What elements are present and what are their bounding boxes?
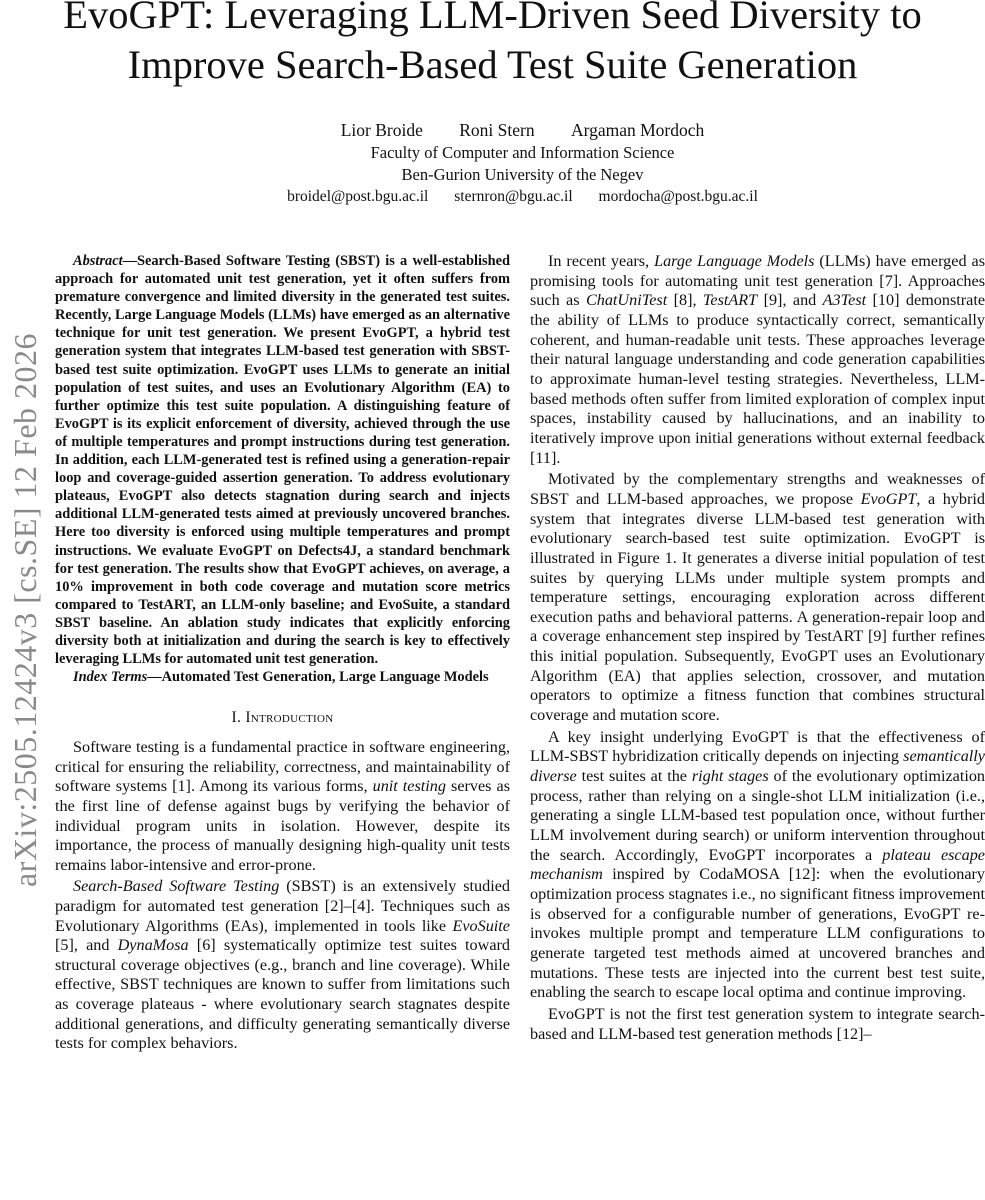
intro-paragraph-4	[530, 470, 985, 726]
emphasis: A3Test	[822, 291, 867, 310]
text-run: [9], and	[757, 291, 823, 310]
author-name: Argaman Mordoch	[570, 120, 705, 140]
emphasis: ChatUniTest	[585, 291, 668, 310]
text-run: EvoGPT is not the first test generation system to integrate search-based and LLM-based test generation methods [12]–	[530, 1004, 985, 1043]
right-column	[530, 252, 985, 1044]
email-list	[0, 186, 985, 208]
emphasis: Large Language Models	[654, 252, 815, 270]
text-run: (SBST) is an extensively studied paradigm for automated test generation [2]–[4]. Techniques such as Evolutionary Algorithms (EAs), implemented in tools like	[55, 877, 510, 935]
title-line-1: EvoGPT: Leveraging LLM-Driven Seed Diversity to	[63, 0, 922, 37]
affiliation-faculty: Faculty of Computer and Information Science	[370, 143, 675, 162]
intro-paragraph-1	[55, 738, 510, 875]
author-email: mordocha@post.bgu.ac.il	[598, 188, 758, 205]
section-number: I.	[231, 709, 242, 727]
abstract	[55, 252, 510, 668]
index-terms-text: —Automated Test Generation, Large Language Models	[147, 669, 489, 686]
intro-paragraph-5	[530, 728, 985, 1003]
emphasis: Search-Based Software Testing	[73, 877, 280, 896]
text-run: of the evolutionary optimization process, rather than relying on a single-shot LLM initialization (i.e., generating a single LLM-based test population once, without further LLM involvement during search) or uniform intervention throughout the search. Accordingly, EvoGPT incorporates a	[530, 767, 985, 864]
intro-paragraph-6	[530, 1005, 985, 1044]
text-run: [5], and	[55, 936, 118, 955]
author-list	[0, 119, 985, 141]
intro-paragraph-2	[55, 877, 510, 1053]
emphasis: DynaMosa	[117, 936, 189, 955]
section-heading	[55, 708, 510, 728]
emphasis: EvoSuite	[452, 916, 510, 935]
text-run: , a hybrid system that integrates diverse LLM-based test generation with evolutionary search-based test suite optimization. EvoGPT is illustrated in Figure 1. It generates a diverse initial population of test suites by querying LLMs under multiple system prompts and temperature settings, encouraging exploration across different execution paths and behavioral patterns. A generation-repair loop and a coverage enhancement step inspired by TestART [9] further refines this initial population. Subsequently, EvoGPT uses an Evolutionary Algorithm (EA) that applies selection, crossover, and mutation operators to optimize a fitness function that combines structural coverage and mutation score.	[530, 489, 985, 725]
text-run: inspired by CodaMOSA [12]: when the evolutionary optimization process stagnates i.e., no significant fitness improvement is observed for a configurable number of generations, EvoGPT re-invokes multiple prompt and temperature LLM configurations to generate targeted test methods aimed at uncovered branches and mutations. These tests are injected into the current best test suite, enabling the search to escape local optima and continue improving.	[530, 865, 985, 1002]
text-run: A key insight underlying EvoGPT is that the effectiveness of LLM-SBST hybridization critically depends on injecting	[530, 727, 985, 766]
text-run: [10] demonstrate the ability of LLMs to produce syntactically correct, semantically coherent, and human-readable unit tests. These approaches leverage their natural language understanding and code generation capabilities to approximate human-level testing strategies. Nevertheless, LLM-based methods often suffer from limited exploration of complex input spaces, instability caused by hallucinations, and an inability to iteratively improve upon initial generations without external feedback [11].	[530, 291, 985, 467]
author-name: Lior Broide	[340, 120, 423, 140]
text-run: [6] systematically optimize test suites toward structural coverage objectives (e.g., branch and line coverage). While effective, SBST techniques are known to suffer from limitations such as coverage plateaus - where evolutionary search stagnates despite additional generations, and difficulty generating semantically diverse tests for complex behaviors.	[55, 936, 511, 1053]
emphasis: plateau escape mechanism	[530, 845, 985, 884]
abstract-label: Abstract	[73, 253, 123, 269]
index-terms-label: Index Terms	[73, 669, 148, 686]
intro-paragraph-3	[530, 252, 985, 468]
emphasis: unit testing	[372, 777, 446, 796]
affiliation-university: Ben-Gurion University of the Negev	[401, 165, 644, 184]
emphasis: semantically diverse	[530, 747, 985, 786]
text-run: [8],	[667, 291, 703, 310]
arxiv-identifier: arXiv:2505.12424v3 [cs.SE] 12 Feb 2026	[7, 332, 43, 888]
paper-title	[0, 0, 985, 90]
left-column	[55, 252, 510, 1054]
emphasis: right stages	[691, 767, 769, 786]
index-terms	[55, 668, 510, 686]
text-run: test suites at the	[576, 767, 692, 786]
title-line-2: Improve Search-Based Test Suite Generation	[127, 42, 858, 87]
abstract-text: —Search-Based Software Testing (SBST) is a well-established approach for automated unit test generation, yet it often suffers from premature convergence and limited diversity in the generated test suites. Recently, Large Language Models (LLMs) have emerged as an alternative technique for unit test generation. We present EvoGPT, a hybrid test generation system that integrates LLM-based test generation with SBST-based test suite optimization. EvoGPT uses LLMs to generate an initial population of test suites, and uses an Evolutionary Algorithm (EA) to further optimize this test suite population. A distinguishing feature of EvoGPT is its explicit enforcement of diversity, achieved through the use of multiple temperatures and prompt instructions during test generation. In addition, each LLM-generated test is refined using a generation-repair loop and coverage-guided assertion generation. To address evolutionary plateaus, EvoGPT also detects stagnation during search and injects additional LLM-generated tests aimed at previously uncovered branches. Here too diversity is enforced using multiple temperatures and prompt instructions. We evaluate EvoGPT on Defects4J, a standard benchmark for test generation. The results show that EvoGPT achieves, on average, a 10% improvement in both code coverage and mutation score metrics compared to TestART, an LLM-only baseline; and EvoSuite, a standard SBST baseline. An ablation study indicates that explicitly enforcing diversity both at initialization and during the search is key to effectively leveraging LLMs for automated unit test generation.	[55, 253, 510, 668]
emphasis: TestART	[702, 291, 758, 310]
text-run: (LLMs) have emerged as promising tools for automating unit test generation [7]. Approaches such as	[530, 252, 985, 310]
text-run: Software testing is a fundamental practice in software engineering, critical for ensuring the reliability, correctness, and maintainability of software systems [1]. Among its various forms,	[55, 738, 510, 796]
text-run: serves as the first line of defense against bugs by verifying the behavior of individual program units in isolation. However, despite its importance, the process of manually designing high-quality unit tests remains labor-intensive and error-prone.	[55, 777, 510, 874]
text-run: In recent years,	[548, 252, 655, 270]
emphasis: EvoGPT	[860, 489, 917, 508]
author-email: sternron@bgu.ac.il	[454, 188, 573, 205]
text-run: Motivated by the complementary strengths and weaknesses of SBST and LLM-based approaches, we propose	[530, 470, 985, 508]
author-email: broidel@post.bgu.ac.il	[287, 188, 429, 205]
section-title: Introduction	[245, 709, 334, 727]
author-name: Roni Stern	[459, 120, 535, 140]
